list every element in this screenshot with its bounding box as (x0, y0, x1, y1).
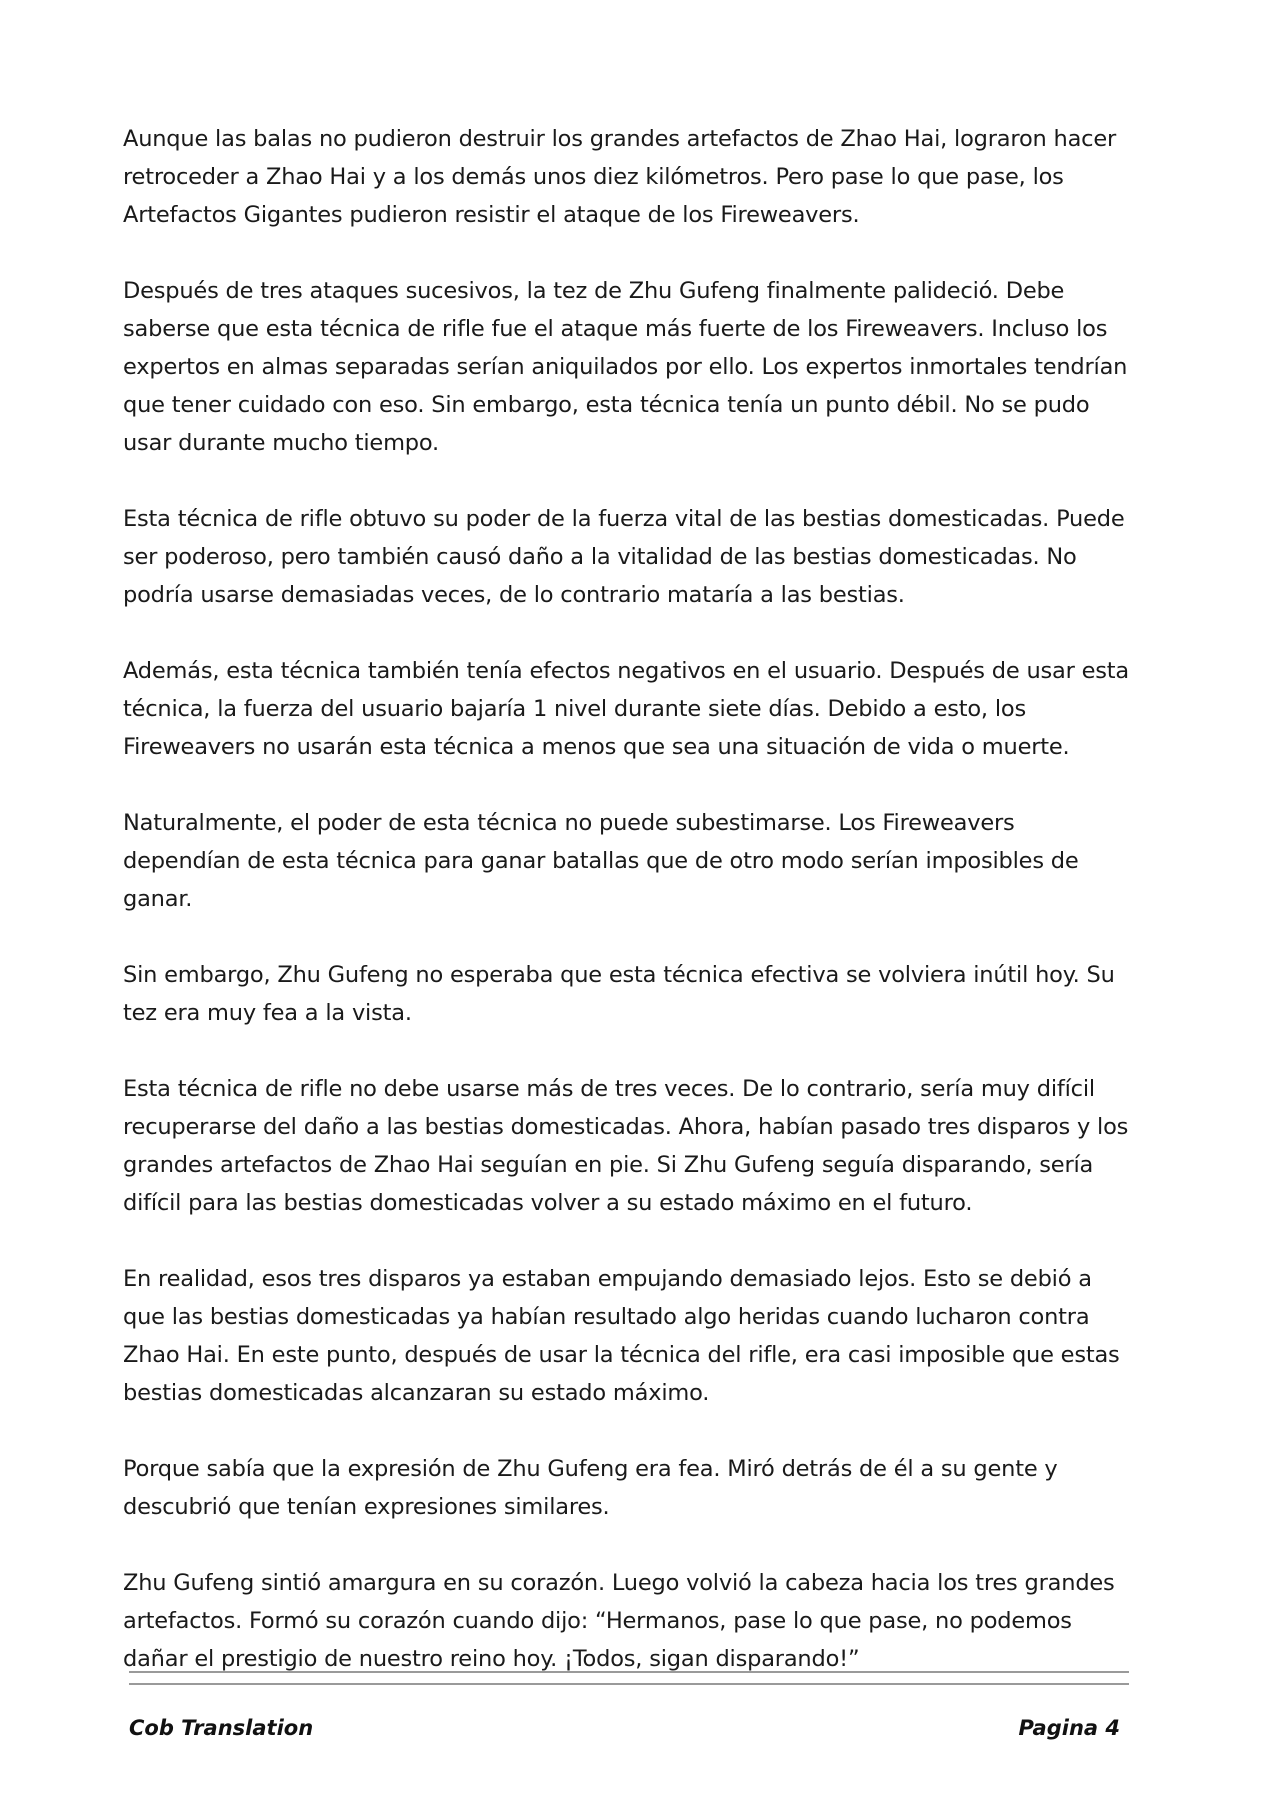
paragraph: Después de tres ataques sucesivos, la tez de Zhu Gufeng finalmente palideció. Debe saberse que esta técnica de rifle fue el ataque más fuerte de los Fireweavers. Incluso los expertos en almas separadas serían aniquilados por ello. Los expertos inmortales tendrían que tener cuidado con eso. Sin embargo, esta técnica tenía un punto débil. No se pudo usar durante mucho tiempo. (123, 278, 1128, 456)
footer-publisher: Cob Translation (129, 1716, 314, 1740)
paragraph: Porque sabía que la expresión de Zhu Gufeng era fea. Miró detrás de él a su gente y descubrió que tenían expresiones similares. (123, 1456, 1058, 1520)
paragraph: Naturalmente, el poder de esta técnica no puede subestimarse. Los Fireweavers dependían de esta técnica para ganar batallas que de otro modo serían imposibles de ganar. (123, 810, 1079, 912)
paragraph: Esta técnica de rifle obtuvo su poder de la fuerza vital de las bestias domesticadas. Puede ser poderoso, pero también causó daño a la vitalidad de las bestias domesticadas. No podría usarse demasiadas veces, de lo contrario mataría a las bestias. (123, 506, 1125, 608)
footer-divider (129, 1671, 1129, 1673)
paragraph: Además, esta técnica también tenía efectos negativos en el usuario. Después de usar esta técnica, la fuerza del usuario bajaría 1 nivel durante siete días. Debido a esto, los Fireweavers no usarán esta técnica a menos que sea una situación de vida o muerte. (123, 658, 1129, 760)
paragraph: Sin embargo, Zhu Gufeng no esperaba que esta técnica efectiva se volviera inútil hoy. Su tez era muy fea a la vista. (123, 962, 1115, 1026)
paragraph: En realidad, esos tres disparos ya estaban empujando demasiado lejos. Esto se debió a que las bestias domesticadas ya habían resultado algo heridas cuando lucharon contra Zhao Hai. En este punto, después de usar la técnica del rifle, era casi imposible que estas bestias domesticadas alcanzaran su estado máximo. (123, 1266, 1120, 1406)
page-body (123, 120, 1133, 1716)
paragraph: Esta técnica de rifle no debe usarse más de tres veces. De lo contrario, sería muy difícil recuperarse del daño a las bestias domesticadas. Ahora, habían pasado tres disparos y los grandes artefactos de Zhao Hai seguían en pie. Si Zhu Gufeng seguía disparando, sería difícil para las bestias domesticadas volver a su estado máximo en el futuro. (123, 1076, 1129, 1216)
footer-divider (129, 1683, 1129, 1685)
paragraph: Zhu Gufeng sintió amargura en su corazón. Luego volvió la cabeza hacia los tres grandes artefactos. Formó su corazón cuando dijo: “Hermanos, pase lo que pase, no podemos dañar el prestigio de nuestro reino hoy. ¡Todos, sigan disparando!” (123, 1570, 1115, 1672)
footer-page-number: Pagina 4 (1018, 1716, 1120, 1740)
paragraph: Aunque las balas no pudieron destruir los grandes artefactos de Zhao Hai, lograron hacer retroceder a Zhao Hai y a los demás unos diez kilómetros. Pero pase lo que pase, los Artefactos Gigantes pudieron resistir el ataque de los Fireweavers. (123, 126, 1117, 228)
